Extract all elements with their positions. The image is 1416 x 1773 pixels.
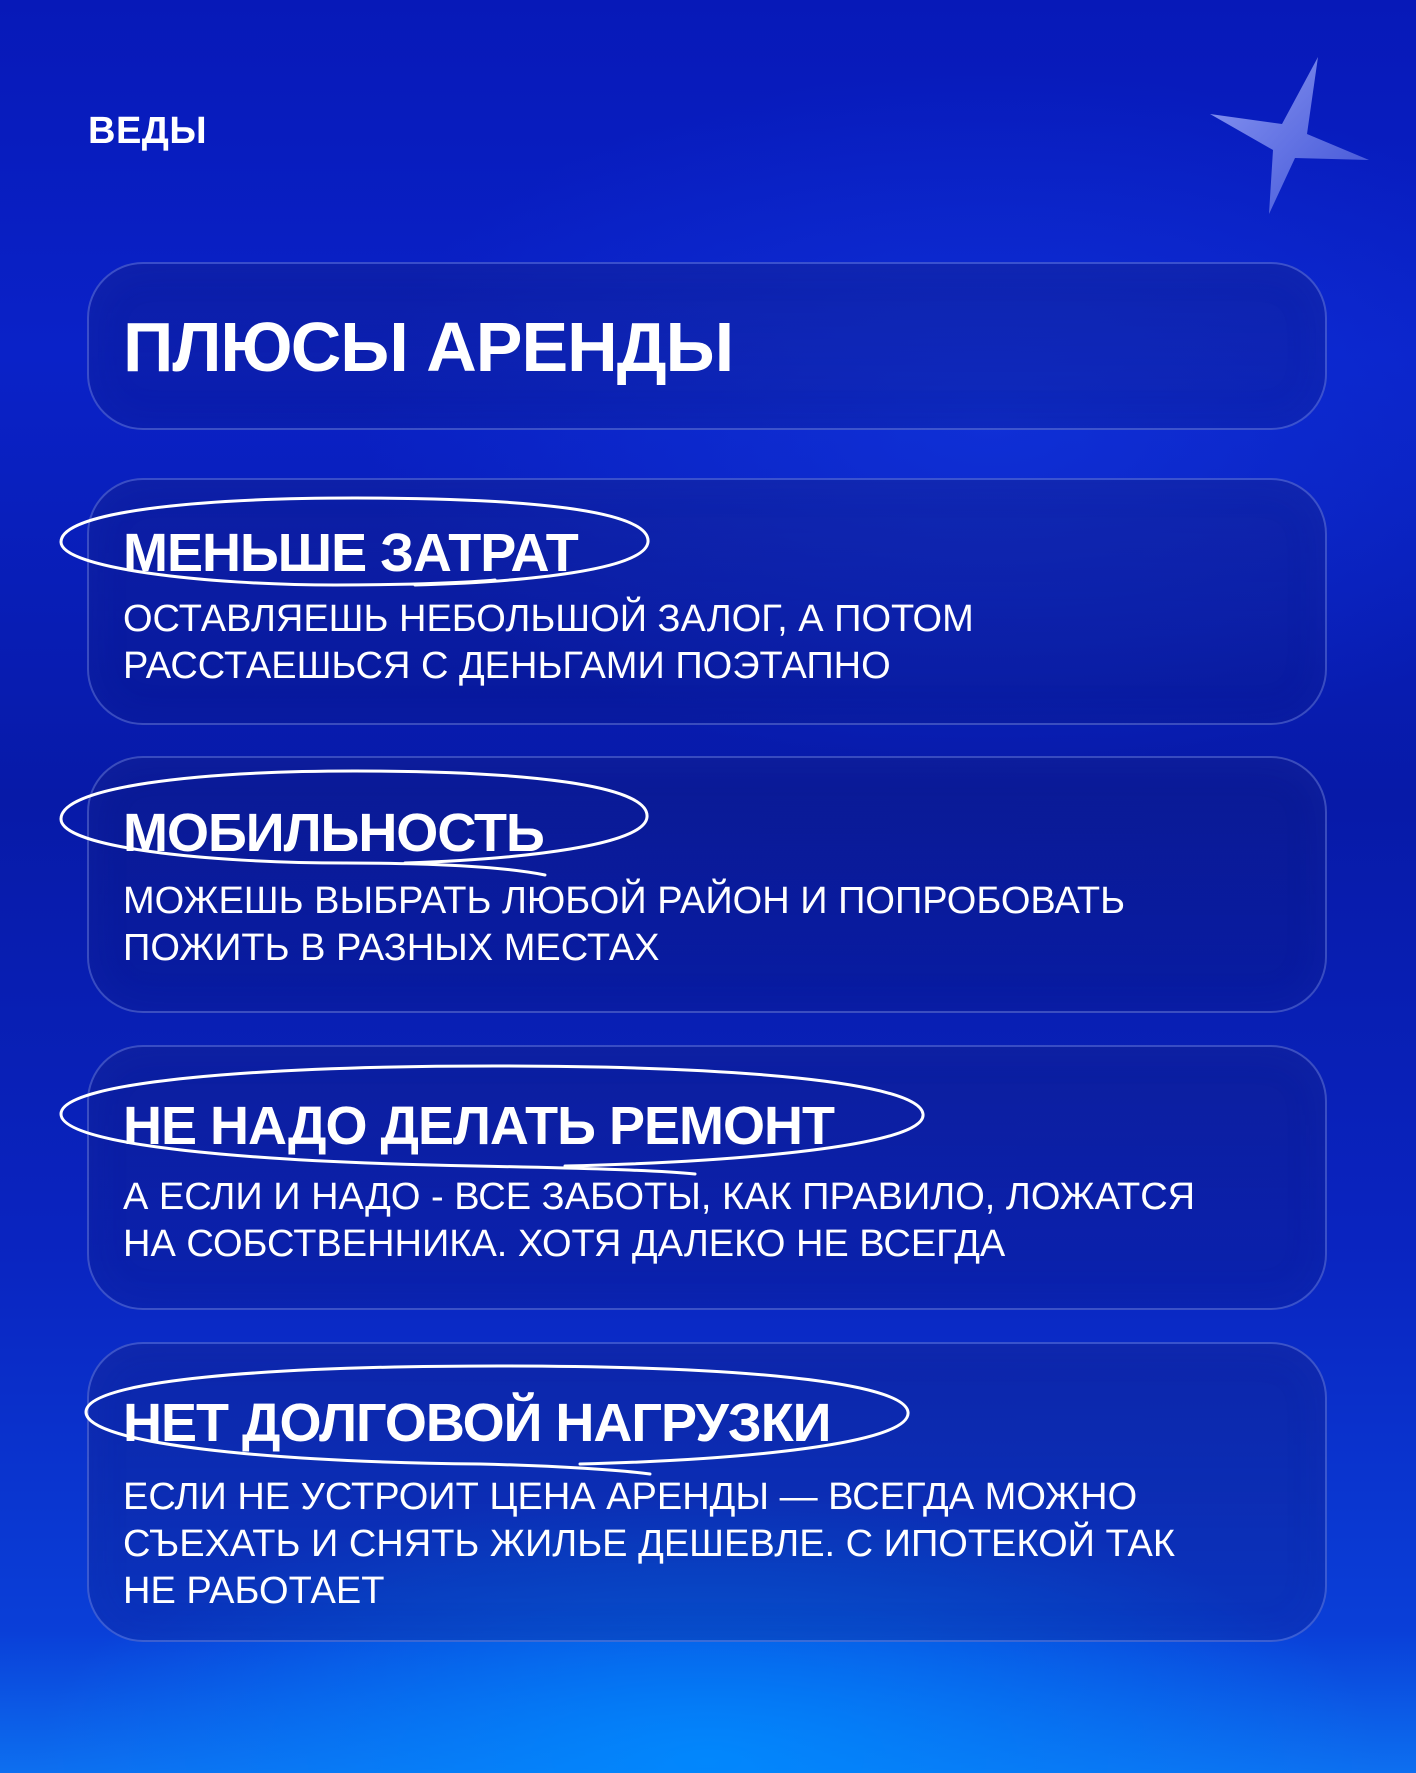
- benefit-text: ОСТАВЛЯЕШЬ НЕБОЛЬШОЙ ЗАЛОГ, А ПОТОМ РАССТАЕШЬСЯ С ДЕНЬГАМИ ПОЭТАПНО: [123, 598, 974, 687]
- benefit-heading: МОБИЛЬНОСТЬ: [123, 803, 544, 863]
- benefit-heading: МЕНЬШЕ ЗАТРАТ: [123, 523, 578, 583]
- benefit-card: [87, 1045, 1327, 1310]
- benefit-heading: НЕТ ДОЛГОВОЙ НАГРУЗКИ: [123, 1393, 831, 1453]
- benefit-text: МОЖЕШЬ ВЫБРАТЬ ЛЮБОЙ РАЙОН И ПОПРОБОВАТЬ ПОЖИТЬ В РАЗНЫХ МЕСТАХ: [123, 880, 1126, 969]
- benefit-text: А ЕСЛИ И НАДО - ВСЕ ЗАБОТЫ, КАК ПРАВИЛО, ЛОЖАТСЯ НА СОБСТВЕННИКА. ХОТЯ ДАЛЕКО НЕ ВСЕГДА: [123, 1176, 1196, 1265]
- page-title: ПЛЮСЫ АРЕНДЫ: [123, 308, 734, 386]
- benefit-heading: НЕ НАДО ДЕЛАТЬ РЕМОНТ: [123, 1096, 834, 1156]
- benefit-card: [87, 756, 1327, 1013]
- benefit-text: ЕСЛИ НЕ УСТРОИТ ЦЕНА АРЕНДЫ — ВСЕГДА МОЖНО СЪЕХАТЬ И СНЯТЬ ЖИЛЬЕ ДЕШЕВЛЕ. С ИПОТЕКОЙ ТАК НЕ РАБОТАЕТ: [123, 1476, 1175, 1612]
- four-point-star-icon: [1205, 52, 1375, 222]
- title-card: [87, 262, 1327, 430]
- brand-logo: ВЕДЫ: [88, 110, 208, 152]
- benefit-card: [87, 478, 1327, 725]
- benefit-card: [87, 1342, 1327, 1642]
